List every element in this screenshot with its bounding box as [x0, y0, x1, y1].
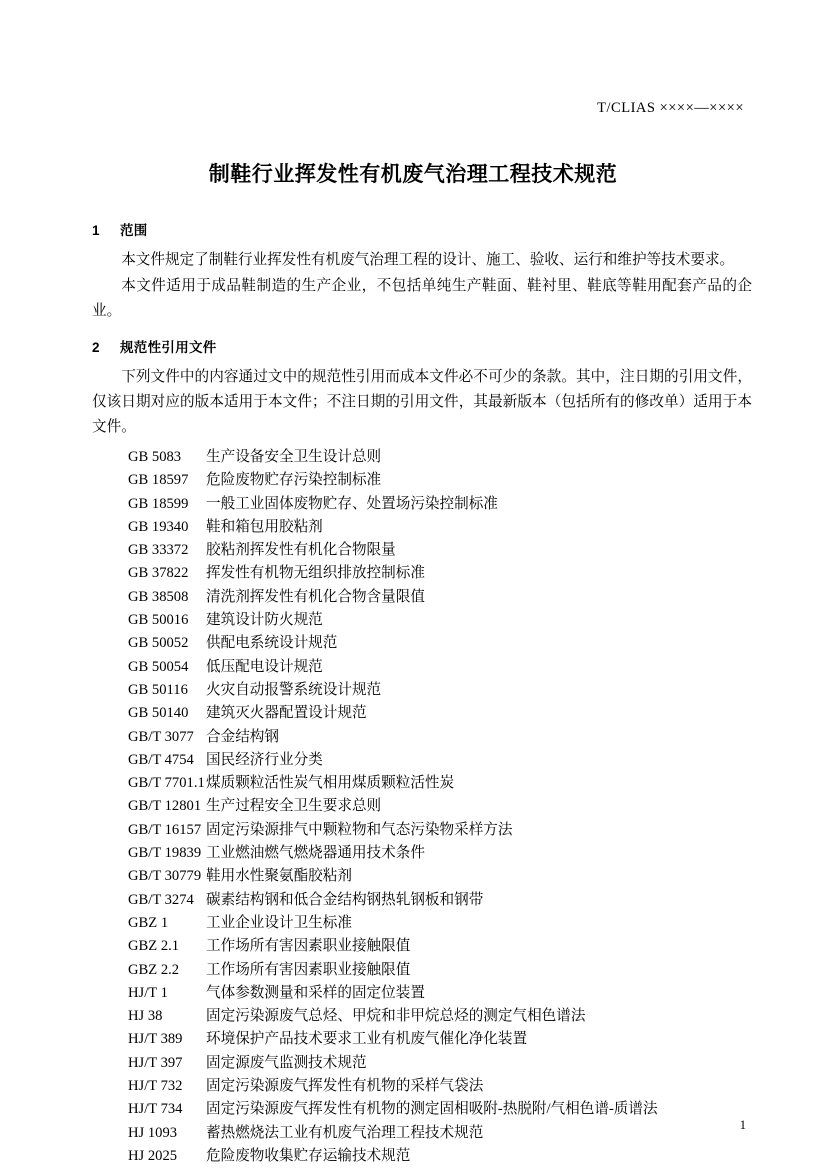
reference-name: 固定源废气监测技术规范: [206, 1054, 367, 1071]
reference-code: GB 5083: [128, 449, 182, 465]
list-item: [92, 749, 752, 772]
reference-code: HJ/T 732: [128, 1078, 183, 1095]
reference-code: GB 33372: [128, 542, 189, 559]
reference-code: GBZ 1: [128, 914, 169, 931]
reference-code: GBZ 2.2: [128, 961, 180, 978]
section-title-1: 范围: [120, 223, 148, 238]
reference-code: GB 50054: [128, 658, 189, 675]
reference-name: 煤质颗粒活性炭气相用煤质颗粒活性炭: [206, 775, 455, 792]
reference-code: HJ/T 397: [128, 1054, 183, 1071]
reference-code: HJ/T 734: [128, 1101, 183, 1118]
list-item: [92, 1098, 752, 1121]
list-item: [92, 1005, 752, 1028]
reference-name: 工业企业设计卫生标准: [206, 914, 352, 931]
reference-name: 供配电系统设计规范: [206, 635, 338, 652]
reference-name: 建筑灭火器配置设计规范: [206, 705, 367, 722]
list-item: [92, 865, 752, 888]
list-item: [92, 842, 752, 865]
reference-name: 鞋和箱包用胶粘剂: [206, 518, 323, 535]
reference-code: HJ 38: [128, 1008, 163, 1025]
reference-name: 鞋用水性聚氨酯胶粘剂: [206, 868, 352, 885]
list-item: [92, 935, 752, 958]
standard-code-header: T/CLIAS ××××—××××: [597, 100, 744, 116]
reference-name: 清洗剂挥发性有机化合物含量限值: [206, 588, 425, 605]
reference-name: 固定污染源排气中颗粒物和气态污染物采样方法: [206, 821, 513, 838]
reference-name: 环境保护产品技术要求工业有机废气催化净化装置: [206, 1031, 528, 1048]
list-item: [92, 632, 752, 655]
reference-name: 气体参数测量和采样的固定位装置: [206, 984, 425, 1001]
reference-code: GB 50016: [128, 612, 189, 629]
reference-name: 工业燃油燃气燃烧器通用技术条件: [206, 845, 425, 862]
list-item: [92, 679, 752, 702]
reference-name: 固定污染源废气总烃、甲烷和非甲烷总烃的测定气相色谱法: [206, 1008, 586, 1025]
list-item: [92, 795, 752, 818]
reference-code: GB/T 4754: [128, 751, 194, 768]
page-title: 制鞋行业挥发性有机废气治理工程技术规范: [208, 163, 618, 186]
list-item: [92, 959, 752, 982]
list-item: [92, 446, 752, 469]
list-item: [92, 1075, 752, 1098]
list-item: [92, 819, 752, 842]
list-item: [92, 772, 752, 795]
list-item: [92, 726, 752, 749]
list-item: [92, 469, 752, 492]
reference-name: 生产设备安全卫生设计总则: [206, 449, 382, 465]
reference-code: GB 50140: [128, 705, 189, 722]
reference-name: 固定污染源废气挥发性有机物的测定固相吸附-热脱附/气相色谱-质谱法: [206, 1101, 658, 1118]
reference-code: GB 18597: [128, 472, 189, 489]
reference-code: GB 38508: [128, 588, 189, 605]
reference-code: GB/T 19839: [128, 845, 202, 862]
section-1-paragraph-2: 本文件适用于成品鞋制造的生产企业，不包括单纯生产鞋面、鞋衬里、鞋底等鞋用配套产品的企业。: [92, 278, 752, 319]
list-item: [92, 702, 752, 725]
list-item: [92, 1145, 752, 1168]
reference-name: 挥发性有机物无组织排放控制标准: [206, 565, 425, 582]
list-item: [92, 609, 752, 632]
list-item: [92, 586, 752, 609]
reference-code: HJ/T 389: [128, 1031, 183, 1048]
list-item: [92, 1052, 752, 1075]
reference-code: GB/T 3077: [128, 728, 194, 745]
reference-name: 胶粘剂挥发性有机化合物限量: [206, 542, 396, 559]
section-title-2: 规范性引用文件: [120, 340, 217, 355]
section-1-paragraph-1: 本文件规定了制鞋行业挥发性有机废气治理工程的设计、施工、验收、运行和维护等技术要求。: [121, 252, 735, 268]
section-2-paragraph-1: 下列文件中的内容通过文中的规范性引用而成本文件必不可少的条款。其中，注日期的引用文件，仅该日期对应的版本适用于本文件；不注日期的引用文件，其最新版本（包括所有的修改单）适用于本文件。: [92, 369, 752, 435]
list-item: [92, 982, 752, 1005]
reference-name: 工作场所有害因素职业接触限值: [206, 938, 411, 955]
reference-name: 国民经济行业分类: [206, 751, 323, 768]
reference-code: GB 50116: [128, 681, 188, 698]
page-number: 1: [739, 1118, 746, 1132]
reference-code: GB/T 16157: [128, 821, 202, 838]
reference-name: 火灾自动报警系统设计规范: [206, 681, 382, 698]
reference-name: 工作场所有害因素职业接触限值: [206, 961, 411, 978]
reference-code: GB 37822: [128, 565, 189, 582]
list-item: [92, 493, 752, 516]
list-item: [92, 656, 752, 679]
reference-code: GB 19340: [128, 518, 189, 535]
reference-code: GB/T 30779: [128, 868, 202, 885]
reference-code: GB/T 7701.1: [128, 775, 205, 792]
list-item: [92, 1122, 752, 1145]
reference-code: HJ 1093: [128, 1124, 178, 1141]
section-heading-2: [92, 336, 752, 356]
reference-name: 生产过程安全卫生要求总则: [206, 798, 382, 815]
list-item: [92, 889, 752, 912]
section-heading-1: [92, 219, 752, 239]
reference-name: 碳素结构钢和低合金结构钢热轧钢板和钢带: [206, 891, 484, 908]
reference-code: GBZ 2.1: [128, 938, 180, 955]
list-item: [92, 1028, 752, 1051]
reference-name: 一般工业固体废物贮存、处置场污染控制标准: [206, 495, 498, 512]
reference-name: 低压配电设计规范: [206, 658, 323, 675]
reference-code: GB/T 12801: [128, 798, 202, 815]
section-number-2: 2: [92, 340, 100, 355]
list-item: [92, 562, 752, 585]
section-number-1: 1: [92, 223, 100, 238]
document-body: [92, 207, 752, 1168]
list-item: [92, 516, 752, 539]
reference-code: GB 50052: [128, 635, 189, 652]
reference-code: GB 18599: [128, 495, 189, 512]
normative-references-list: [92, 446, 752, 1168]
list-item: [92, 912, 752, 935]
reference-name: 蓄热燃烧法工业有机废气治理工程技术规范: [206, 1124, 484, 1141]
reference-code: HJ/T 1: [128, 984, 168, 1001]
reference-name: 合金结构钢: [206, 728, 279, 745]
reference-name: 危险废物贮存污染控制标准: [206, 472, 382, 489]
reference-code: GB/T 3274: [128, 891, 194, 908]
list-item: [92, 539, 752, 562]
reference-name: 固定污染源废气挥发性有机物的采样气袋法: [206, 1078, 484, 1095]
reference-name: 建筑设计防火规范: [206, 612, 323, 629]
reference-code: HJ 2025: [128, 1147, 178, 1164]
reference-name: 危险废物收集贮存运输技术规范: [206, 1147, 411, 1164]
